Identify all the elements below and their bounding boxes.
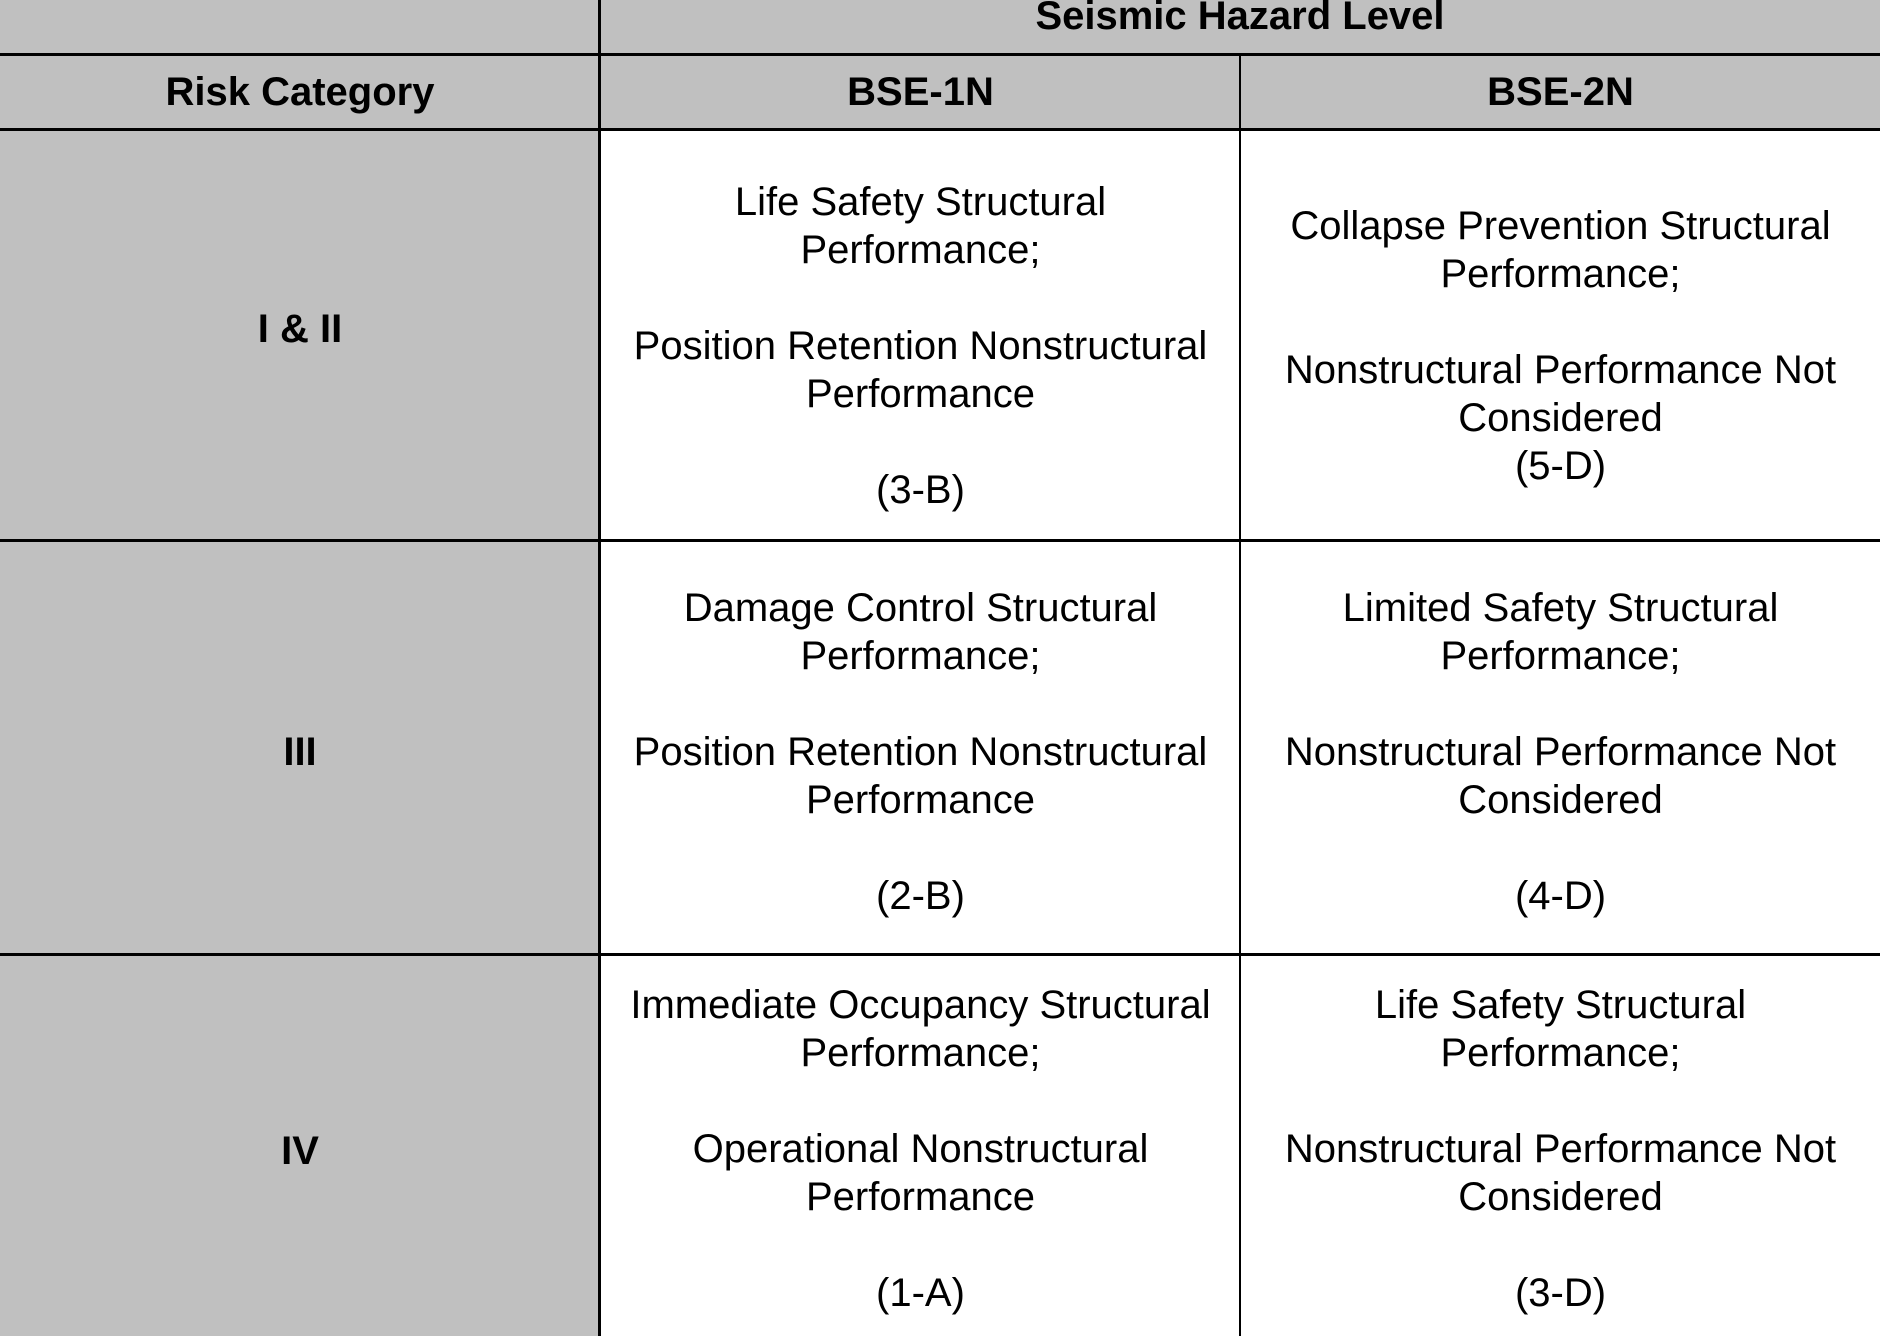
- performance-code: (4-D): [1514, 874, 1607, 918]
- structural-line-1: Limited Safety Structural: [1342, 586, 1779, 630]
- table-cell-iii-bse-1n: [600, 541, 1241, 955]
- structural-line-1: Life Safety Structural: [1374, 983, 1747, 1027]
- column-header-risk-category: Risk Category: [0, 54, 600, 130]
- structural-line-2: Performance;: [1440, 634, 1681, 678]
- column-header-bse-2n: BSE-2N: [1241, 54, 1880, 130]
- structural-line-1: Collapse Prevention Structural: [1290, 203, 1831, 248]
- performance-code: (3-B): [876, 467, 965, 512]
- performance-code: (1-A): [876, 1271, 965, 1315]
- grid-line-row-2: [0, 953, 1880, 956]
- table-cell-iv-bse-2n: [1241, 955, 1880, 1336]
- performance-code: (3-D): [1514, 1271, 1607, 1315]
- grid-line-header-2: [0, 128, 1880, 131]
- nonstructural-line-2: Considered: [1458, 395, 1663, 440]
- structural-line-1: Immediate Occupancy Structural: [630, 983, 1211, 1027]
- grid-line-col-2: [1239, 54, 1241, 1336]
- nonstructural-line-2: Performance: [806, 778, 1035, 822]
- nonstructural-line-2: Considered: [1458, 778, 1663, 822]
- structural-line-2: Performance;: [1440, 251, 1681, 296]
- nonstructural-line-1: Position Retention Nonstructural: [633, 730, 1208, 774]
- structural-line-2: Performance;: [1440, 1031, 1681, 1075]
- table-cell-i-ii-bse-2n: [1241, 130, 1880, 541]
- nonstructural-line-2: Performance: [806, 371, 1035, 416]
- structural-line-2: Performance;: [800, 634, 1041, 678]
- grid-line-header-1: [0, 53, 1880, 56]
- header-corner-cell: [0, 0, 600, 54]
- table-cell-iv-bse-1n: [600, 955, 1241, 1336]
- row-category-iii: III: [0, 541, 600, 955]
- nonstructural-line-2: Performance: [806, 1175, 1035, 1219]
- grid-line-row-1: [0, 539, 1880, 542]
- grid-line-col-1: [598, 0, 601, 1336]
- nonstructural-line-1: Nonstructural Performance Not: [1284, 347, 1837, 392]
- table-title: Seismic Hazard Level: [1035, 0, 1445, 38]
- performance-code: (5-D): [1514, 443, 1607, 488]
- row-category-iv: IV: [0, 955, 600, 1336]
- structural-line-2: Performance;: [800, 1031, 1041, 1075]
- nonstructural-line-1: Position Retention Nonstructural: [633, 323, 1208, 368]
- nonstructural-line-1: Nonstructural Performance Not: [1284, 730, 1837, 774]
- structural-line-2: Performance;: [800, 227, 1041, 272]
- performance-code: (2-B): [876, 874, 965, 918]
- table-cell-iii-bse-2n: [1241, 541, 1880, 955]
- row-category-i-ii: I & II: [0, 130, 600, 541]
- nonstructural-line-1: Operational Nonstructural: [692, 1127, 1149, 1171]
- structural-line-1: Damage Control Structural: [683, 586, 1158, 630]
- nonstructural-line-1: Nonstructural Performance Not: [1284, 1127, 1837, 1171]
- nonstructural-line-2: Considered: [1458, 1175, 1663, 1219]
- table-cell-i-ii-bse-1n: [600, 130, 1241, 541]
- structural-line-1: Life Safety Structural: [734, 179, 1107, 224]
- column-header-bse-1n: BSE-1N: [600, 54, 1241, 130]
